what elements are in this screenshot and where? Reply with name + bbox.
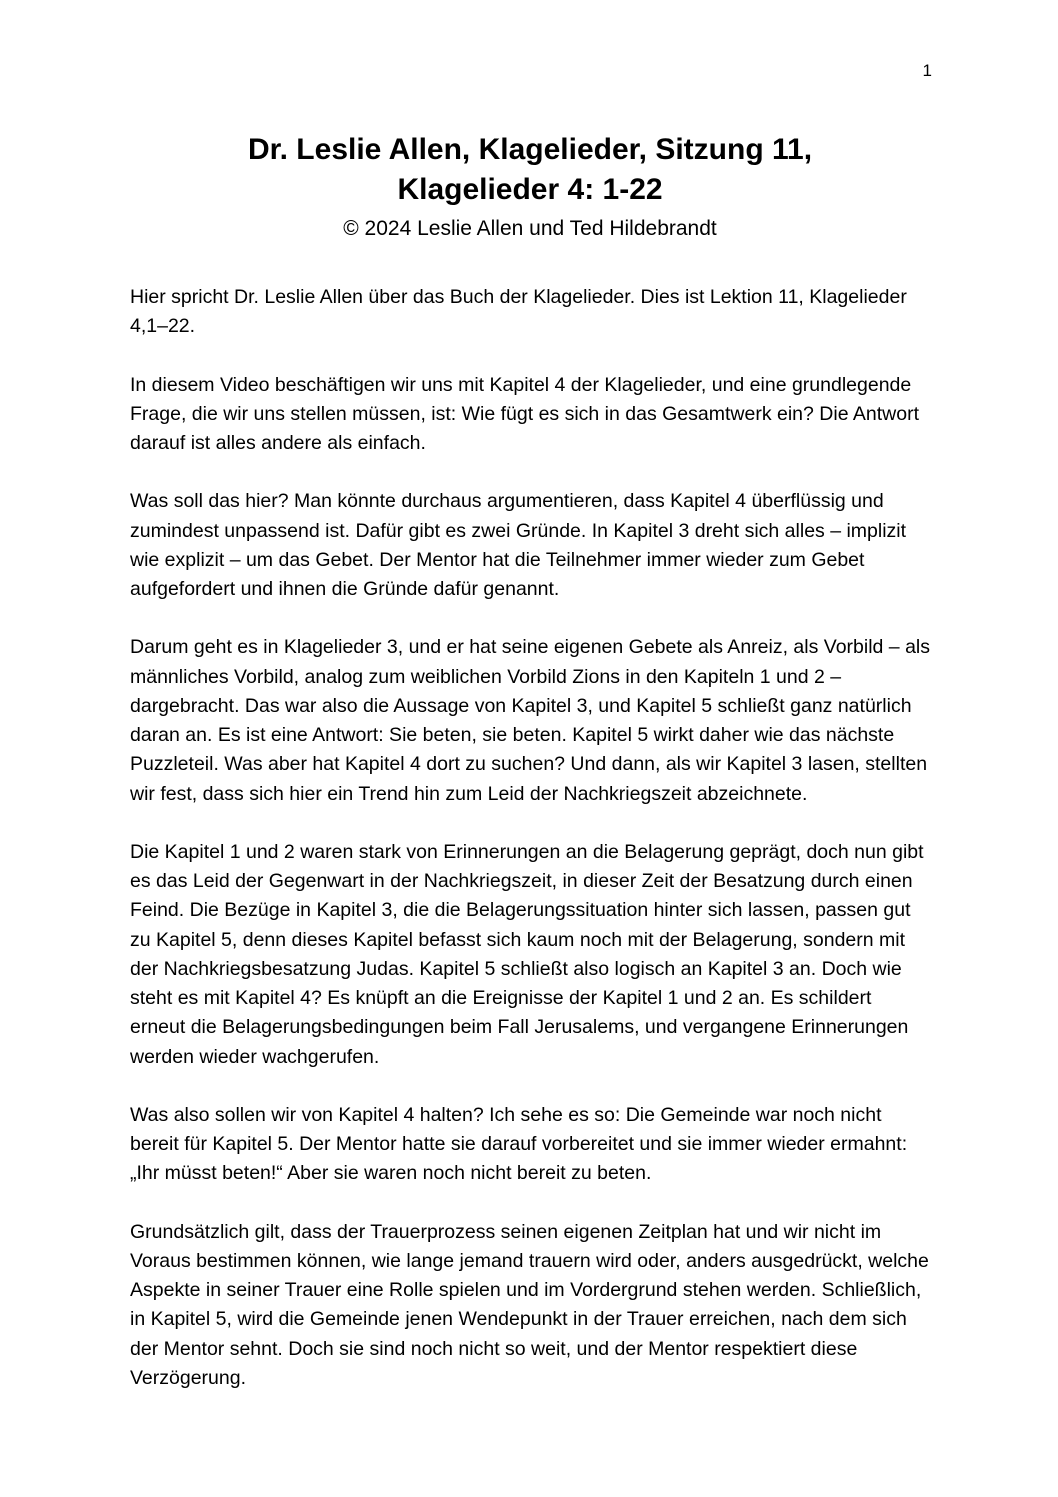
paragraph: Was soll das hier? Man könnte durchaus argumentieren, dass Kapitel 4 überflüssig und zumindest unpassend ist. Dafür gibt es zwei Gründe. In Kapitel 3 dreht sich alles – implizit wie explizit – um das Gebet. Der Mentor hat die Teilnehmer immer wieder zum Gebet aufgefordert und ihnen die Gründe dafür genannt.: [130, 490, 907, 601]
paragraph: In diesem Video beschäftigen wir uns mit Kapitel 4 der Klagelieder, und eine grundlegende Frage, die wir uns stellen müssen, ist: Wie fügt es sich in das Gesamtwerk ein? Die Antwort darauf ist alles andere als einfach.: [130, 373, 919, 455]
paragraph: Was also sollen wir von Kapitel 4 halten? Ich sehe es so: Die Gemeinde war noch nicht bereit für Kapitel 5. Der Mentor hatte sie darauf vorbereitet und sie immer wieder ermahnt: „Ihr müsst beten!“ Aber sie waren noch nicht bereit zu beten.: [130, 1103, 908, 1185]
title-line-2: Klagelieder 4: 1-22: [397, 172, 663, 206]
title-line-1: Dr. Leslie Allen, Klagelieder, Sitzung 11,: [247, 133, 813, 166]
paragraph: Hier spricht Dr. Leslie Allen über das Buch der Klagelieder. Dies ist Lektion 11, Klagelieder 4,1–22.: [130, 286, 907, 338]
paragraph: Darum geht es in Klagelieder 3, und er hat seine eigenen Gebete als Anreiz, als Vorbild – als männliches Vorbild, analog zum weiblichen Vorbild Zions in den Kapiteln 1 und 2 – dargebracht. Das war also die Aussage von Kapitel 3, und Kapitel 5 schließt ganz natürlich daran an. Es ist eine Antwort: Sie beten, sie beten. Kapitel 5 wirkt daher wie das nächste Puzzleteil. Was aber hat Kapitel 4 dort zu suchen? Und dann, als wir Kapitel 3 lasen, stellten wir fest, dass sich hier ein Trend hin zum Leid der Nachkriegszeit abzeichnete.: [130, 636, 930, 805]
paragraph: Die Kapitel 1 und 2 waren stark von Erinnerungen an die Belagerung geprägt, doch nun gibt es das Leid der Gegenwart in der Nachkriegszeit, in dieser Zeit der Besatzung durch einen Feind. Die Bezüge in Kapitel 3, die die Belagerungssituation hinter sich lassen, passen gut zu Kapitel 5, denn dieses Kapitel befasst sich kaum noch mit der Belagerung, sondern mit der Nachkriegsbesatzung Judas. Kapitel 5 schließt also logisch an Kapitel 3 an. Doch wie steht es mit Kapitel 4? Es knüpft an die Ereignisse der Kapitel 1 und 2 an. Es schildert erneut die Belagerungsbedingungen beim Fall Jerusalems, und vergangene Erinnerungen werden wieder wachgerufen.: [130, 840, 924, 1068]
document-body: [130, 283, 930, 1393]
page-number: 1: [922, 61, 932, 80]
page-title: [130, 130, 930, 209]
document-page: [130, 130, 930, 1422]
paragraph: Grundsätzlich gilt, dass der Trauerprozess seinen eigenen Zeitplan hat und wir nicht im Voraus bestimmen können, wie lange jemand trauern wird oder, anders ausgedrückt, welche Aspekte in seiner Trauer eine Rolle spielen und im Vordergrund stehen werden. Schließlich, in Kapitel 5, wird die Gemeinde jenen Wendepunkt in der Trauer erreichen, nach dem sich der Mentor sehnt. Doch sie sind noch nicht so weit, und der Mentor respektiert diese Verzögerung.: [130, 1220, 929, 1389]
copyright-line: © 2024 Leslie Allen und Ted Hildebrandt: [343, 217, 717, 241]
